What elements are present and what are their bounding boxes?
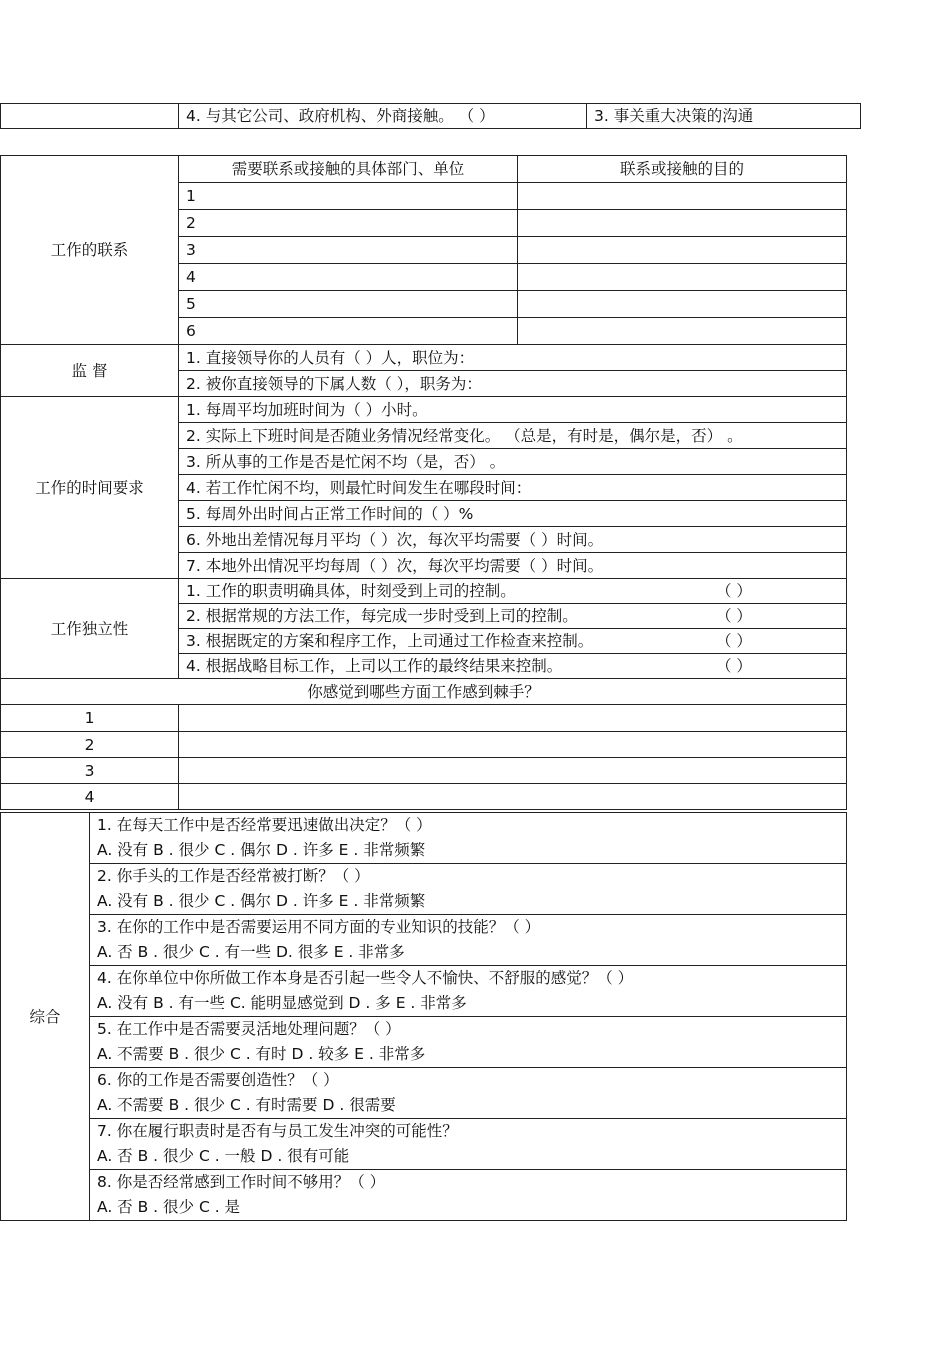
time-req-label: 工作的时间要求: [1, 397, 179, 579]
contacts-label: 工作的联系: [1, 156, 179, 345]
question-text: 3. 在你的工作中是否需要运用不同方面的专业知识的技能？（ ）: [97, 918, 541, 936]
overall-question: [90, 1170, 847, 1221]
contact-purpose-cell[interactable]: [518, 264, 847, 291]
contact-row-num: 6: [179, 318, 518, 345]
top-empty-cell: [1, 104, 179, 129]
main-table: [0, 155, 847, 810]
answer-options: A. 否 B . 很少 C . 有一些 D. 很多 E . 非常多: [97, 943, 405, 961]
top-item-right: 3. 事关重大决策的沟通: [587, 104, 861, 129]
independence-paren: （ ）: [716, 632, 752, 650]
difficult-row-num: 4: [1, 784, 179, 810]
answer-options: A. 否 B . 很少 C . 一般 D . 很有可能: [97, 1147, 350, 1165]
overall-question: [90, 864, 847, 915]
contact-row-num: 1: [179, 183, 518, 210]
supervision-item: 1. 直接领导你的人员有（ ）人，职位为：: [179, 345, 847, 371]
time-req-item: 3. 所从事的工作是否是忙闲不均（是，否） 。: [179, 449, 847, 475]
answer-options: A. 没有 B . 有一些 C. 能明显感觉到 D . 多 E . 非常多: [97, 994, 467, 1012]
contact-purpose-cell[interactable]: [518, 183, 847, 210]
contacts-col1-header: 需要联系或接触的具体部门、单位: [179, 156, 518, 183]
overall-question: [90, 1119, 847, 1170]
difficult-answer-cell[interactable]: [179, 784, 847, 810]
question-text: 2. 你手头的工作是否经常被打断？（ ）: [97, 867, 370, 885]
independence-paren: （ ）: [716, 607, 752, 625]
contact-purpose-cell[interactable]: [518, 210, 847, 237]
time-req-item: 4. 若工作忙闲不均，则最忙时间发生在哪段时间：: [179, 475, 847, 501]
difficult-row-num: 1: [1, 705, 179, 732]
answer-options: A. 没有 B . 很少 C . 偶尔 D . 许多 E . 非常频繁: [97, 892, 426, 910]
contact-purpose-cell[interactable]: [518, 318, 847, 345]
independence-item: [179, 654, 847, 679]
question-text: 5. 在工作中是否需要灵活地处理问题？（ ）: [97, 1020, 401, 1038]
time-req-item: 2. 实际上下班时间是否随业务情况经常变化。 （总是，有时是，偶尔是，否） 。: [179, 423, 847, 449]
contact-row-num: 2: [179, 210, 518, 237]
overall-label: 综合: [1, 813, 90, 1221]
question-text: 1. 在每天工作中是否经常要迅速做出决定？（ ）: [97, 816, 432, 834]
question-text: 4. 在你单位中你所做工作本身是否引起一些令人不愉快、不舒服的感觉？（ ）: [97, 969, 634, 987]
contact-row-num: 5: [179, 291, 518, 318]
difficult-row-num: 2: [1, 732, 179, 758]
overall-table: [0, 812, 847, 1221]
independence-text: 1. 工作的职责明确具体，时刻受到上司的控制。: [186, 582, 516, 600]
supervision-label: 监 督: [1, 345, 179, 397]
difficult-question: 你感觉到哪些方面工作感到棘手？: [1, 679, 847, 705]
independence-item: [179, 579, 847, 604]
difficult-answer-cell[interactable]: [179, 705, 847, 732]
independence-text: 3. 根据既定的方案和程序工作，上司通过工作检查来控制。: [186, 632, 594, 650]
answer-options: A. 不需要 B . 很少 C . 有时需要 D . 很需要: [97, 1096, 396, 1114]
independence-paren: （ ）: [716, 582, 752, 600]
answer-options: A. 否 B . 很少 C . 是: [97, 1198, 241, 1216]
time-req-item: 1. 每周平均加班时间为（ ）小时。: [179, 397, 847, 423]
overall-question: [90, 1068, 847, 1119]
independence-label: 工作独立性: [1, 579, 179, 679]
question-text: 6. 你的工作是否需要创造性？（ ）: [97, 1071, 339, 1089]
answer-options: A. 不需要 B . 很少 C . 有时 D . 较多 E . 非常多: [97, 1045, 426, 1063]
question-text: 7. 你在履行职责时是否有与员工发生冲突的可能性？: [97, 1122, 458, 1140]
time-req-item: 7. 本地外出情况平均每周（ ）次，每次平均需要（ ）时间。: [179, 553, 847, 579]
top-item-left: 4. 与其它公司、政府机构、外商接触。 （ ）: [179, 104, 587, 129]
independence-item: [179, 604, 847, 629]
top-table: [0, 103, 861, 129]
contact-row-num: 4: [179, 264, 518, 291]
contact-purpose-cell[interactable]: [518, 237, 847, 264]
difficult-answer-cell[interactable]: [179, 732, 847, 758]
overall-question: [90, 813, 847, 864]
time-req-item: 6. 外地出差情况每月平均（ ）次，每次平均需要（ ）时间。: [179, 527, 847, 553]
contact-row-num: 3: [179, 237, 518, 264]
independence-text: 2. 根据常规的方法工作，每完成一步时受到上司的控制。: [186, 607, 578, 625]
contact-purpose-cell[interactable]: [518, 291, 847, 318]
answer-options: A. 没有 B . 很少 C . 偶尔 D . 许多 E . 非常频繁: [97, 841, 426, 859]
difficult-row-num: 3: [1, 758, 179, 784]
contacts-col2-header: 联系或接触的目的: [518, 156, 847, 183]
difficult-answer-cell[interactable]: [179, 758, 847, 784]
overall-question: [90, 915, 847, 966]
question-text: 8. 你是否经常感到工作时间不够用？（ ）: [97, 1173, 386, 1191]
independence-paren: （ ）: [716, 657, 752, 675]
independence-text: 4. 根据战略目标工作，上司以工作的最终结果来控制。: [186, 657, 563, 675]
supervision-item: 2. 被你直接领导的下属人数（ ），职务为：: [179, 371, 847, 397]
overall-question: [90, 1017, 847, 1068]
time-req-item: 5. 每周外出时间占正常工作时间的（ ）%: [179, 501, 847, 527]
overall-question: [90, 966, 847, 1017]
independence-item: [179, 629, 847, 654]
